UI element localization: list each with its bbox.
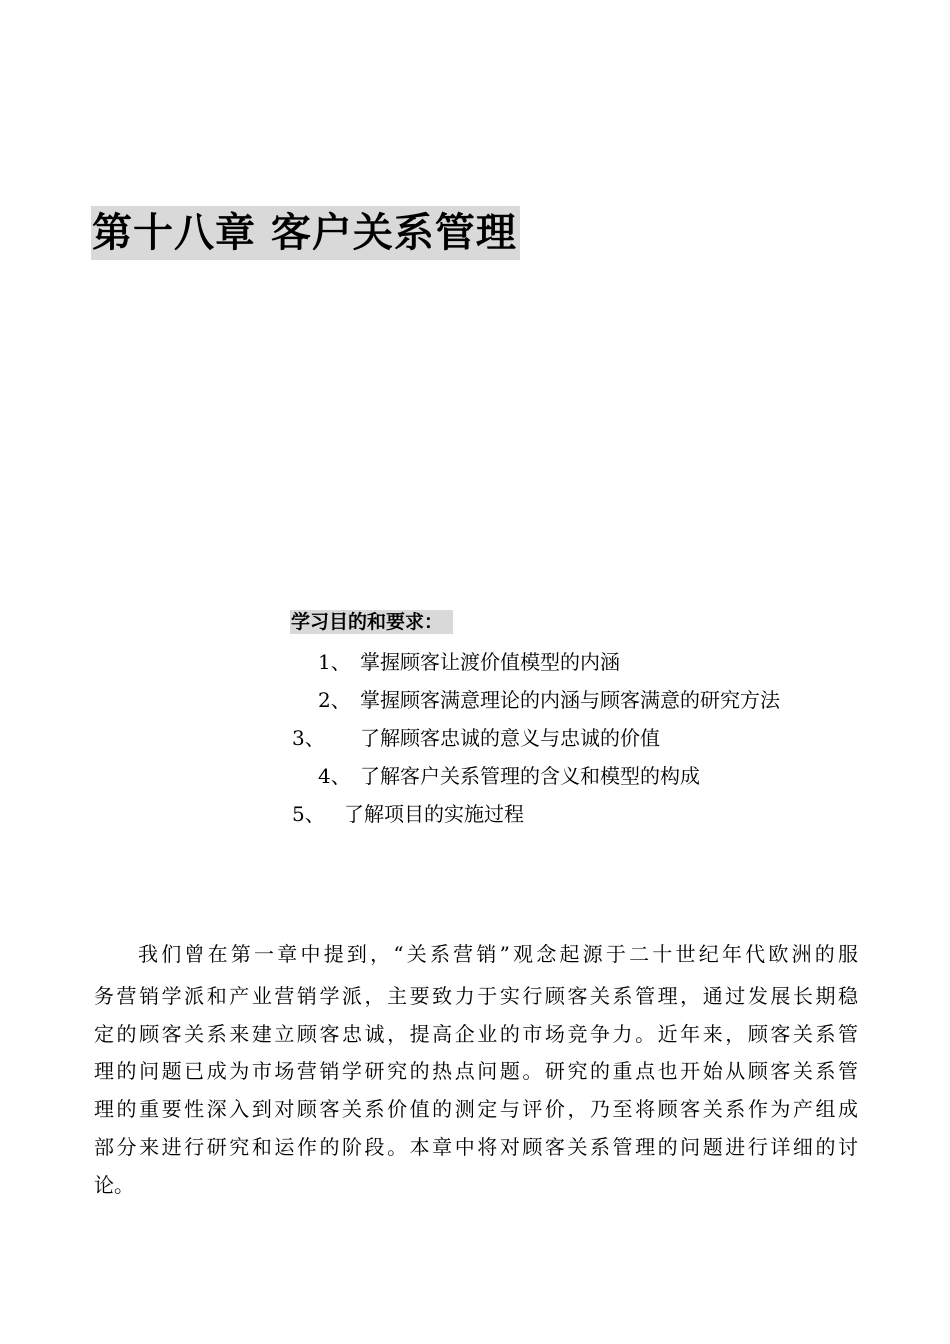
objective-item	[292, 799, 524, 829]
objective-text: 了解项目的实施过程	[344, 802, 524, 826]
intro-paragraph-line: 论。	[94, 1173, 134, 1197]
objective-number: 3、	[292, 726, 325, 750]
objective-number: 2、	[318, 688, 351, 712]
objective-item	[318, 761, 700, 791]
objective-number: 5、	[292, 802, 325, 826]
objective-text: 掌握顾客满意理论的内涵与顾客满意的研究方法	[360, 688, 780, 712]
objective-item	[318, 685, 780, 715]
objective-item	[292, 723, 660, 753]
intro-paragraph-line: 部分来进行研究和运作的阶段。本章中将对顾客关系管理的问题进行详细的讨	[94, 1135, 858, 1159]
intro-paragraph-line: 理的问题已成为市场营销学研究的热点问题。研究的重点也开始从顾客关系管	[94, 1059, 858, 1083]
intro-paragraph-line: 务营销学派和产业营销学派，主要致力于实行顾客关系管理，通过发展长期稳	[94, 984, 858, 1008]
intro-paragraph-line: 理的重要性深入到对顾客关系价值的测定与评价，乃至将顾客关系作为产组成	[94, 1097, 858, 1121]
objective-number: 1、	[318, 650, 351, 674]
objective-text: 了解客户关系管理的含义和模型的构成	[360, 764, 700, 788]
intro-paragraph-line: 定的顾客关系来建立顾客忠诚，提高企业的市场竞争力。近年来，顾客关系管	[94, 1022, 858, 1046]
objective-number: 4、	[318, 764, 351, 788]
objectives-heading: 学习目的和要求：	[290, 610, 453, 634]
objective-text: 掌握顾客让渡价值模型的内涵	[360, 650, 620, 674]
objective-text: 了解顾客忠诚的意义与忠诚的价值	[360, 726, 660, 750]
chapter-title: 第十八章 客户关系管理	[91, 206, 520, 260]
intro-paragraph-line: 我们曾在第一章中提到，“关系营销”观念起源于二十世纪年代欧洲的服	[138, 942, 858, 966]
objective-item	[318, 647, 620, 677]
